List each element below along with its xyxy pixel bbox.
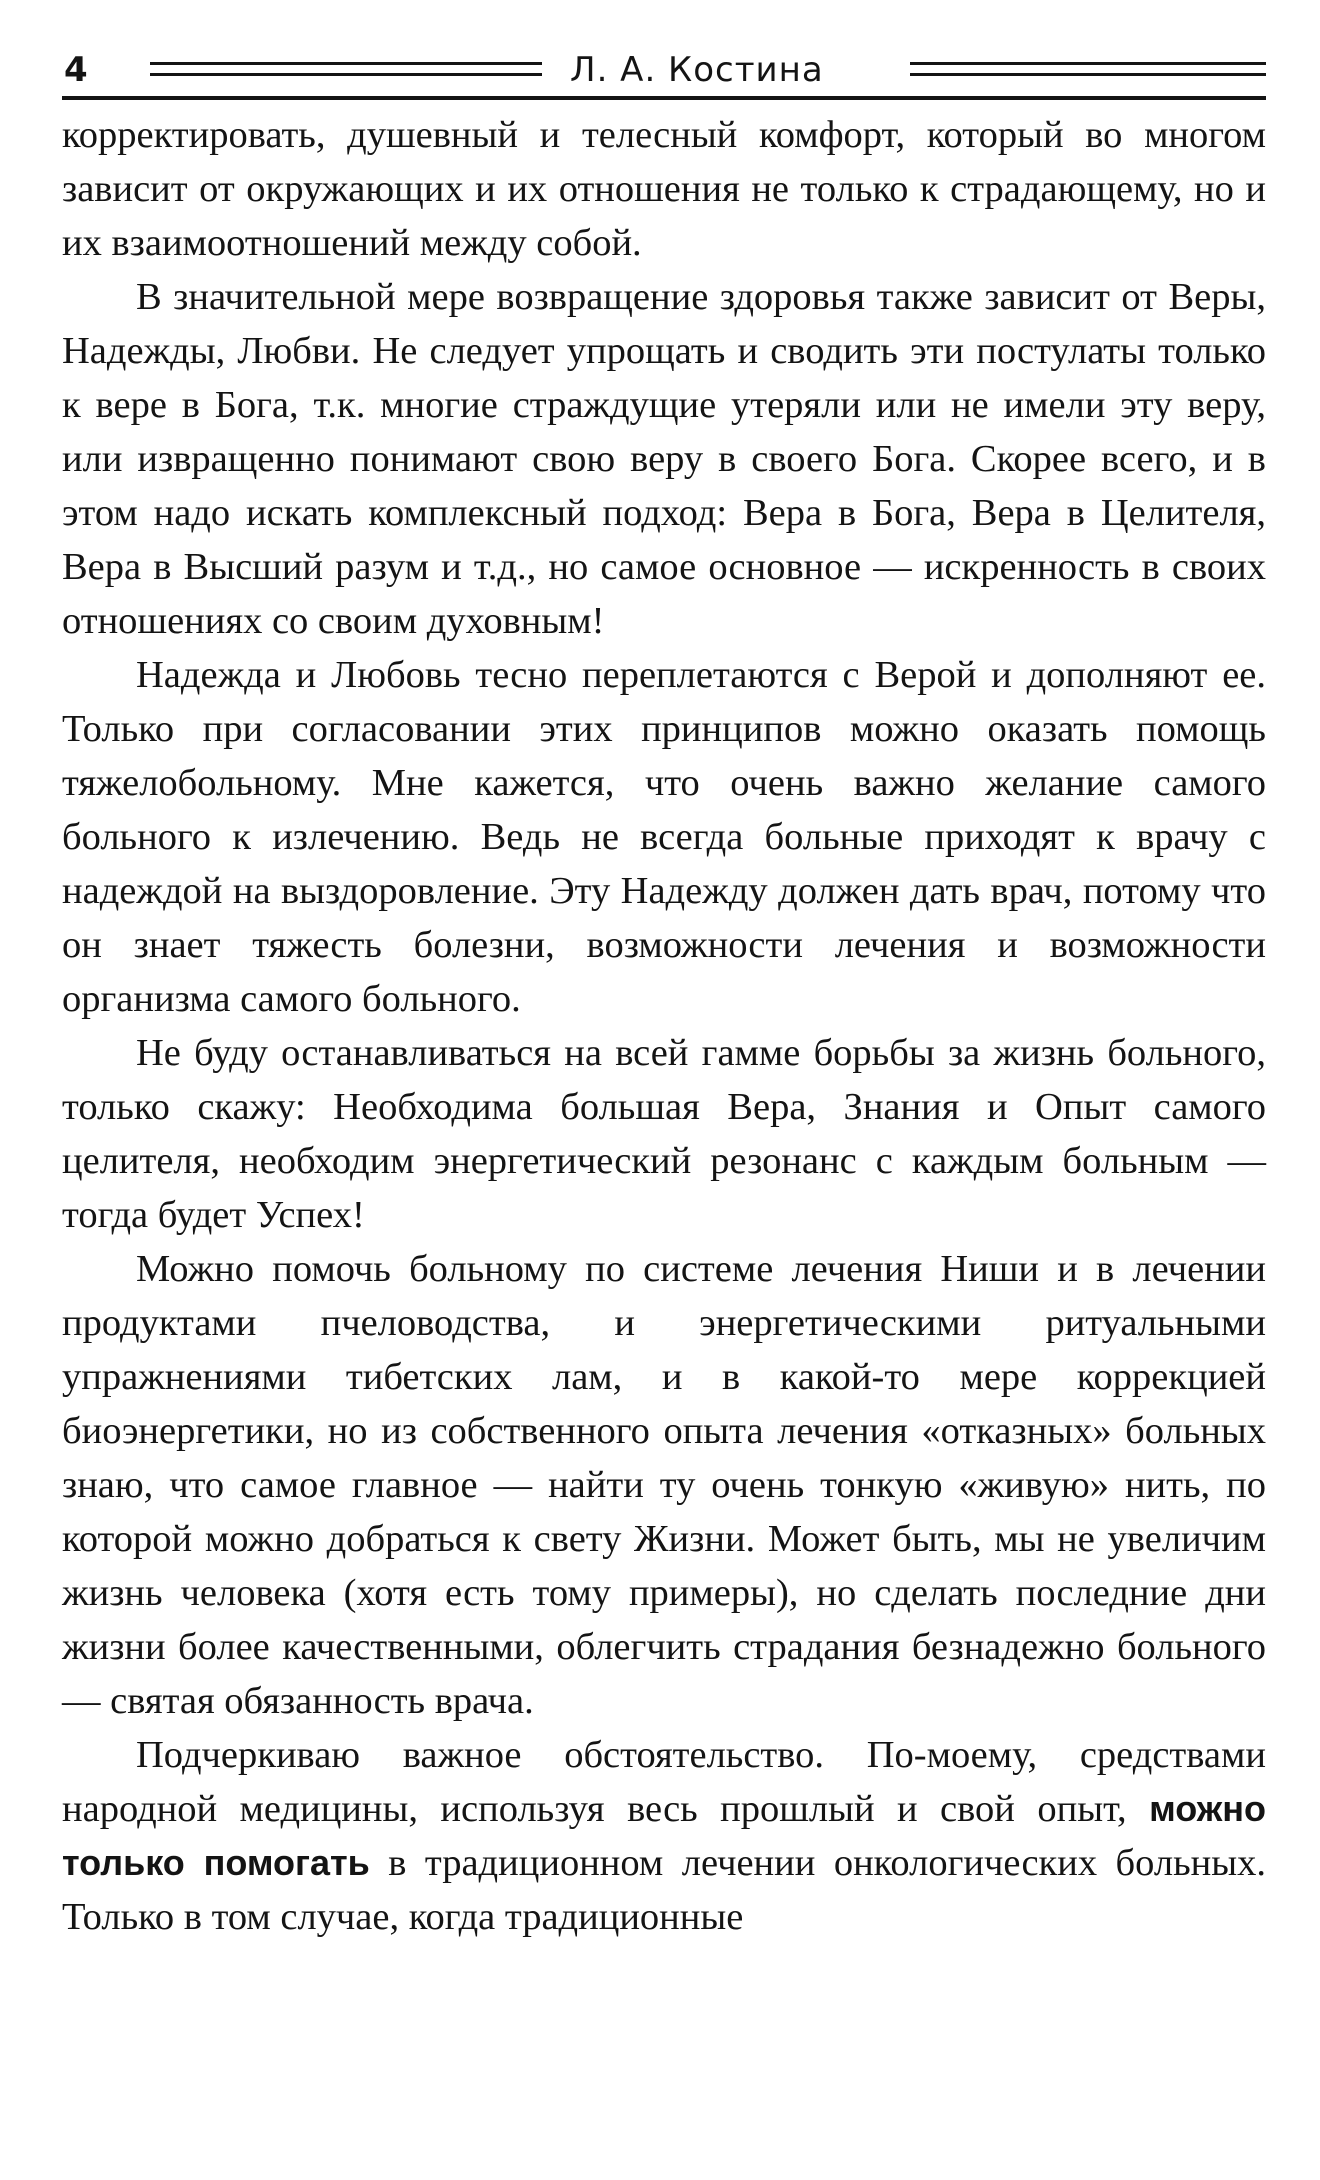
paragraph: Можно помочь больному по системе лечения Ниши и в лечении продуктами пчеловодства, и энергетическими ритуальными упражнениями тибетских лам, и в какой-то мере коррекцией биоэнергетики, но из собственного опыта лечения «отказных» больных знаю, что самое главное — найти ту очень тонкую «живую» нить, по которой можно добраться к свету Жизни. Может быть, мы не увеличим жизнь человека (хотя есть тому примеры), но сделать последние дни жизни более качественными, облегчить страдания безнадежно больного — святая обязанность врача. — [62, 1248, 1266, 1722]
header-underline — [62, 96, 1266, 100]
header-rule-right — [910, 62, 1266, 76]
running-header — [62, 42, 1266, 102]
paragraph: Не буду останавливаться на всей гамме борьбы за жизнь больного, только скажу: Необходима большая Вера, Знания и Опыт самого целителя, необходим энергетический резонанс с каждым больным — тогда будет Успех! — [62, 1032, 1266, 1236]
paragraph-text-after: в традиционном лечении онкологических больных. Только в том случае, когда традиционные — [62, 1842, 1266, 1938]
header-rule-left — [150, 62, 542, 76]
paragraph-continuation: корректировать, душевный и телесный комфорт, который во многом зависит от окружающих и их отношения не только к страдающему, но и их взаимоотношений между собой. — [62, 114, 1266, 264]
paragraph-text-before: Подчеркиваю важное обстоятельство. По-моему, средствами народной медицины, используя весь прошлый и свой опыт, — [62, 1734, 1266, 1830]
page-number: 4 — [64, 50, 88, 90]
emphasis-text: можно только помогать — [62, 1788, 1266, 1883]
body-text — [62, 108, 1266, 1944]
paragraph: Надежда и Любовь тесно переплетаются с Верой и дополняют ее. Только при согласовании этих принципов можно оказать помощь тяжелобольному. Мне кажется, что очень важно желание самого больного к излечению. Ведь не всегда больные приходят к врачу с надеждой на выздоровление. Эту Надежду должен дать врач, потому что он знает тяжесть болезни, возможности лечения и возможности организма самого больного. — [62, 654, 1266, 1020]
paragraph: В значительной мере возвращение здоровья также зависит от Веры, Надежды, Любви. Не следует упрощать и сводить эти постулаты только к вере в Бога, т.к. многие страждущие утеряли или не имели эту веру, или извращенно понимают свою веру в своего Бога. Скорее всего, и в этом надо искать комплексный подход: Вера в Бога, Вера в Целителя, Вера в Высший разум и т.д., но самое основное — искренность в своих отношениях со своим духовным! — [62, 276, 1266, 642]
paragraph-with-emphasis — [62, 1728, 1266, 1944]
running-title-author: Л. А. Костина — [570, 50, 824, 90]
